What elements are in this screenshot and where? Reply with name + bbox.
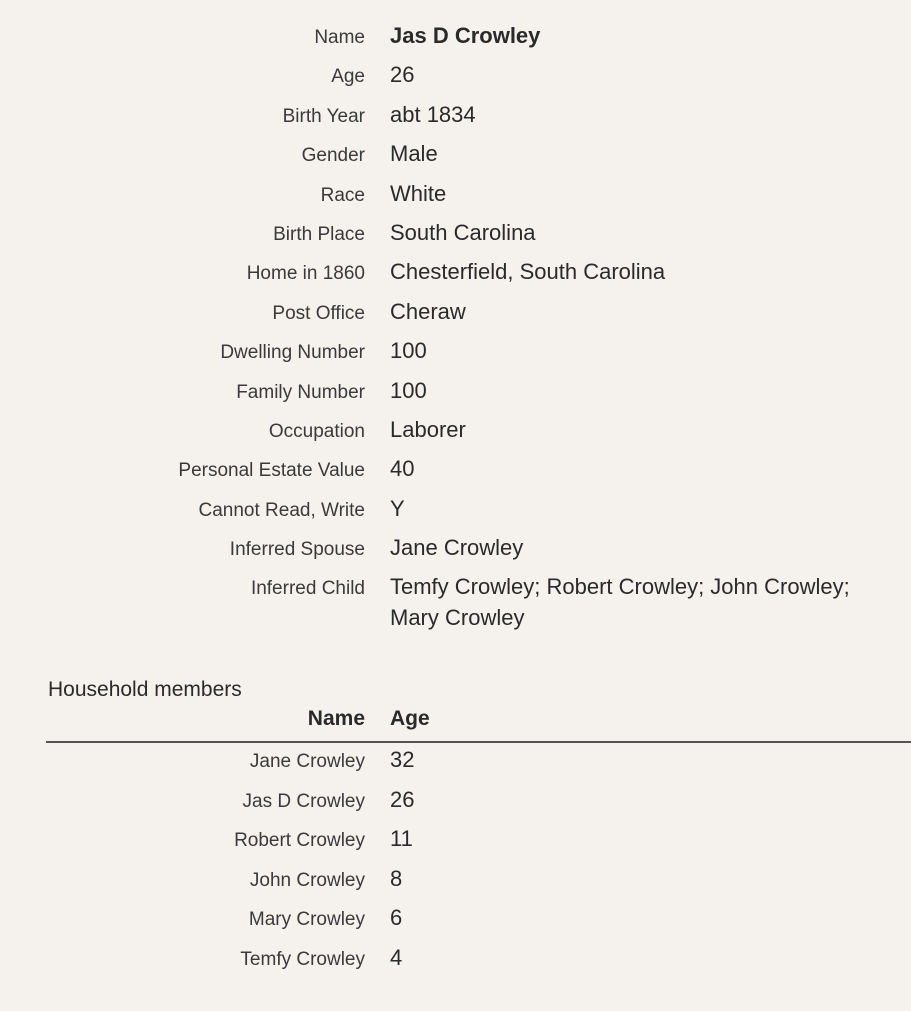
field-value: Temfy Crowley; Robert Crowley; John Crowley; Mary Crowley bbox=[390, 574, 850, 631]
table-row bbox=[0, 787, 911, 827]
member-age: 4 bbox=[390, 944, 403, 970]
field-label: Cannot Read, Write bbox=[198, 499, 365, 521]
table-row bbox=[0, 866, 911, 906]
member-name: Jas D Crowley bbox=[242, 790, 365, 812]
field-value: 40 bbox=[390, 456, 415, 482]
household-members-section bbox=[0, 673, 911, 985]
field-occupation bbox=[0, 414, 911, 453]
field-race bbox=[0, 178, 911, 217]
field-label: Personal Estate Value bbox=[178, 460, 365, 482]
field-value: Laborer bbox=[390, 416, 466, 442]
field-value: Y bbox=[390, 495, 405, 521]
member-name: Jane Crowley bbox=[249, 751, 365, 772]
field-birth-place bbox=[0, 217, 911, 256]
field-dwelling-number bbox=[0, 335, 911, 374]
member-age: 32 bbox=[390, 747, 415, 772]
column-header-age: Age bbox=[390, 707, 430, 730]
field-label: Home in 1860 bbox=[246, 263, 365, 285]
field-label: Dwelling Number bbox=[220, 342, 365, 364]
field-cannot-read-write bbox=[0, 493, 911, 532]
field-value: Jas D Crowley bbox=[390, 23, 541, 48]
record-details bbox=[0, 20, 911, 633]
field-label: Race bbox=[320, 184, 365, 206]
member-age: 11 bbox=[390, 826, 413, 852]
member-name: Temfy Crowley bbox=[240, 948, 365, 970]
member-name: Mary Crowley bbox=[248, 909, 365, 931]
field-value: 100 bbox=[390, 377, 427, 403]
household-table-body bbox=[0, 743, 911, 985]
table-row bbox=[0, 945, 911, 985]
member-age: 26 bbox=[390, 786, 415, 812]
field-value: abt 1834 bbox=[390, 101, 476, 127]
table-row bbox=[0, 747, 911, 787]
member-name: John Crowley bbox=[249, 869, 365, 891]
member-age: 6 bbox=[390, 905, 403, 931]
member-name: Robert Crowley bbox=[234, 830, 365, 852]
field-label: Age bbox=[331, 66, 365, 88]
field-label: Family Number bbox=[236, 381, 365, 403]
field-label: Inferred Spouse bbox=[229, 539, 365, 561]
field-name bbox=[0, 20, 911, 59]
member-age: 8 bbox=[390, 865, 403, 891]
field-post-office bbox=[0, 296, 911, 335]
field-label: Inferred Child bbox=[250, 578, 365, 600]
column-header-name: Name bbox=[307, 707, 365, 730]
field-personal-estate bbox=[0, 453, 911, 492]
field-value: White bbox=[390, 180, 447, 206]
field-value: Chesterfield, South Carolina bbox=[390, 259, 666, 285]
household-table-header bbox=[46, 707, 911, 743]
field-family-number bbox=[0, 375, 911, 414]
field-label: Occupation bbox=[268, 420, 365, 442]
field-value: Cheraw bbox=[390, 298, 466, 324]
field-value: 100 bbox=[390, 338, 427, 364]
field-inferred-spouse bbox=[0, 532, 911, 571]
field-value: Jane Crowley bbox=[390, 535, 524, 561]
field-value: 26 bbox=[390, 62, 415, 88]
field-value: Male bbox=[390, 141, 438, 167]
field-label: Post Office bbox=[272, 302, 365, 324]
field-label: Name bbox=[314, 27, 365, 48]
field-label: Gender bbox=[301, 145, 365, 167]
table-row bbox=[0, 905, 911, 945]
field-inferred-child bbox=[0, 571, 911, 633]
field-label: Birth Year bbox=[282, 105, 365, 127]
field-label: Birth Place bbox=[273, 223, 365, 245]
field-home bbox=[0, 256, 911, 295]
field-value: South Carolina bbox=[390, 219, 536, 245]
table-row bbox=[0, 826, 911, 866]
field-birth-year bbox=[0, 99, 911, 138]
field-age bbox=[0, 59, 911, 98]
household-title: Household members bbox=[48, 678, 242, 701]
field-gender bbox=[0, 138, 911, 177]
